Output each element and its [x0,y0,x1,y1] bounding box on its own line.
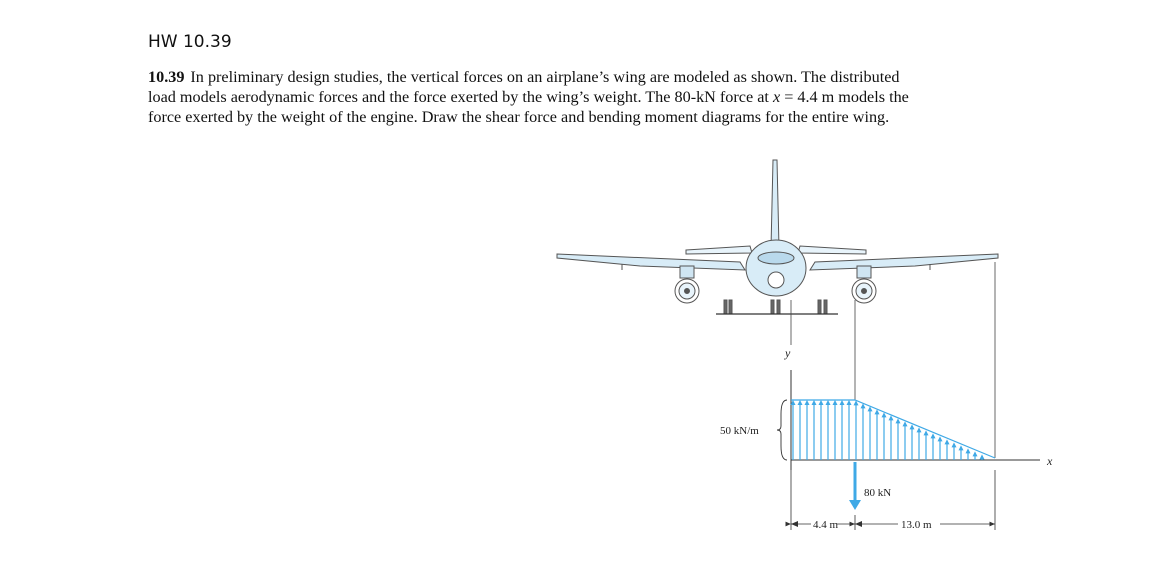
distributed-load [791,400,985,460]
load-arrow-head [931,433,936,438]
document-title: HW 10.39 [148,32,232,52]
load-arrow-head [812,400,817,405]
problem-line-1: 10.39 In preliminary design studies, the vertical forces on an airplane’s wing are modeled as shown. The distributed [148,68,900,86]
load-arrow-head [924,430,929,435]
load-arrow-head [917,427,922,432]
load-arrow-head [938,436,943,441]
point-load-label: 80 kN [864,487,892,499]
load-arrow-head [798,400,803,405]
load-arrow-head [847,400,852,405]
x-axis-label: x [1047,454,1053,468]
left-engine [675,266,699,303]
distributed-load-label: 50 kN/m [720,425,759,437]
load-arrow-head [959,445,964,450]
problem-number: 10.39 [148,68,185,86]
problem-line-2: load models aerodynamic forces and the force exerted by the wing’s weight. The 80-kN force at x = 4.4 m models the [148,88,909,106]
dimension-label-2: 13.0 m [901,519,932,531]
dimension-label-1: 4.4 m [813,519,839,531]
load-arrow-head [910,424,915,429]
load-arrow-head [805,400,810,405]
load-brace [777,400,787,460]
load-arrow-head [826,400,831,405]
load-arrow-head [973,451,978,456]
load-arrow-head [945,439,950,444]
load-arrow-head [833,400,838,405]
load-arrow-head [966,448,971,453]
load-arrow-head [952,442,957,447]
y-axis-label: y [785,346,791,360]
landing-gear [724,300,827,314]
problem-line-3: force exerted by the weight of the engine. Draw the shear force and bending moment diagrams for the entire wing. [148,108,890,126]
load-arrow-head [819,400,824,405]
airplane-front-view [557,160,998,314]
load-arrow-head [980,454,985,459]
point-load-arrow [849,462,861,510]
load-arrow-head [903,421,908,426]
load-arrow-head [840,400,845,405]
right-engine [852,266,876,303]
